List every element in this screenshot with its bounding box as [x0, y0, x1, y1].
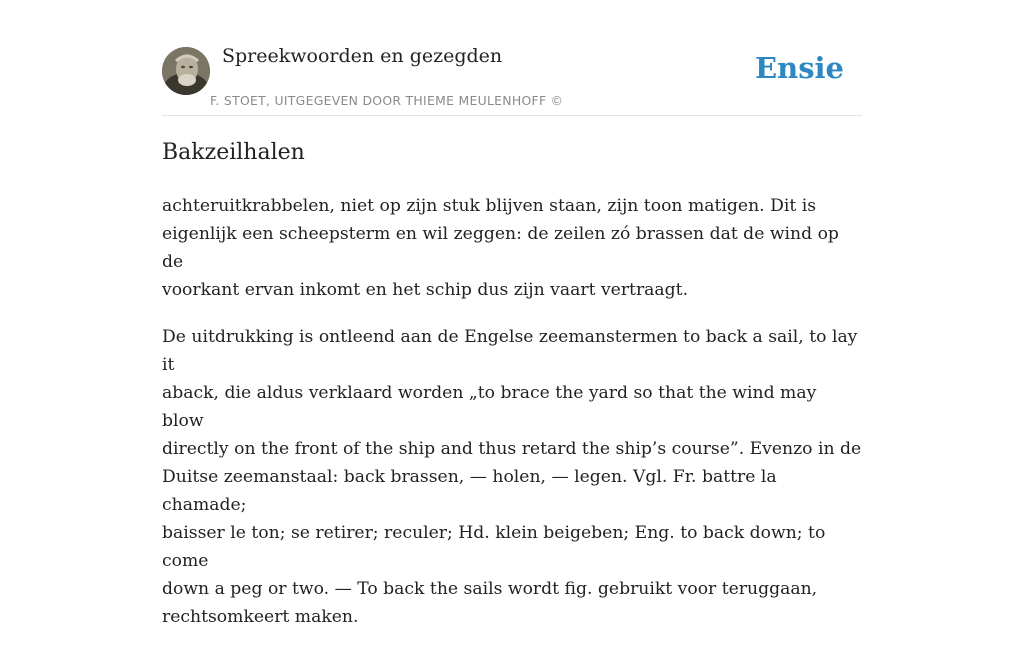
source-title[interactable]: Spreekwoorden en gezegden [222, 45, 503, 67]
ensie-logo[interactable]: Ensie [755, 51, 844, 85]
author-portrait-icon [162, 47, 210, 95]
header-divider [162, 115, 862, 116]
entry-card [162, 0, 862, 627]
entry-headword: Bakzeilhalen [162, 140, 305, 165]
source-credit: F. STOET, UITGEGEVEN DOOR THIEME MEULENHOFF © [210, 93, 564, 108]
entry-paragraph: achteruitkrabbelen, niet op zijn stuk blijven staan, zijn toon matigen. Dit is eigenlijk een scheepsterm en wil zeggen: de zeilen zó brassen dat de wind op de voorkant ervan inkomt en het schip dus zijn vaart vertraagt. [162, 196, 839, 300]
entry-body [162, 192, 862, 650]
entry-paragraph: De uitdrukking is ontleend aan de Engelse zeemanstermen to back a sail, to lay it aback, die aldus verklaard worden „to brace the yard so that the wind may blow directly on the front of the ship and thus retard the ship’s course”. Evenzo in de Duitse zeemanstaal: back brassen, — holen, — legen. Vgl. Fr. battre la chamade; baisser le ton; se retirer; reculer; Hd. klein beigeben; Eng. to back down; to come down a peg or two. — To back the sails wordt fig. gebruikt voor teruggaan, rechtsomkeert maken. [162, 327, 862, 627]
